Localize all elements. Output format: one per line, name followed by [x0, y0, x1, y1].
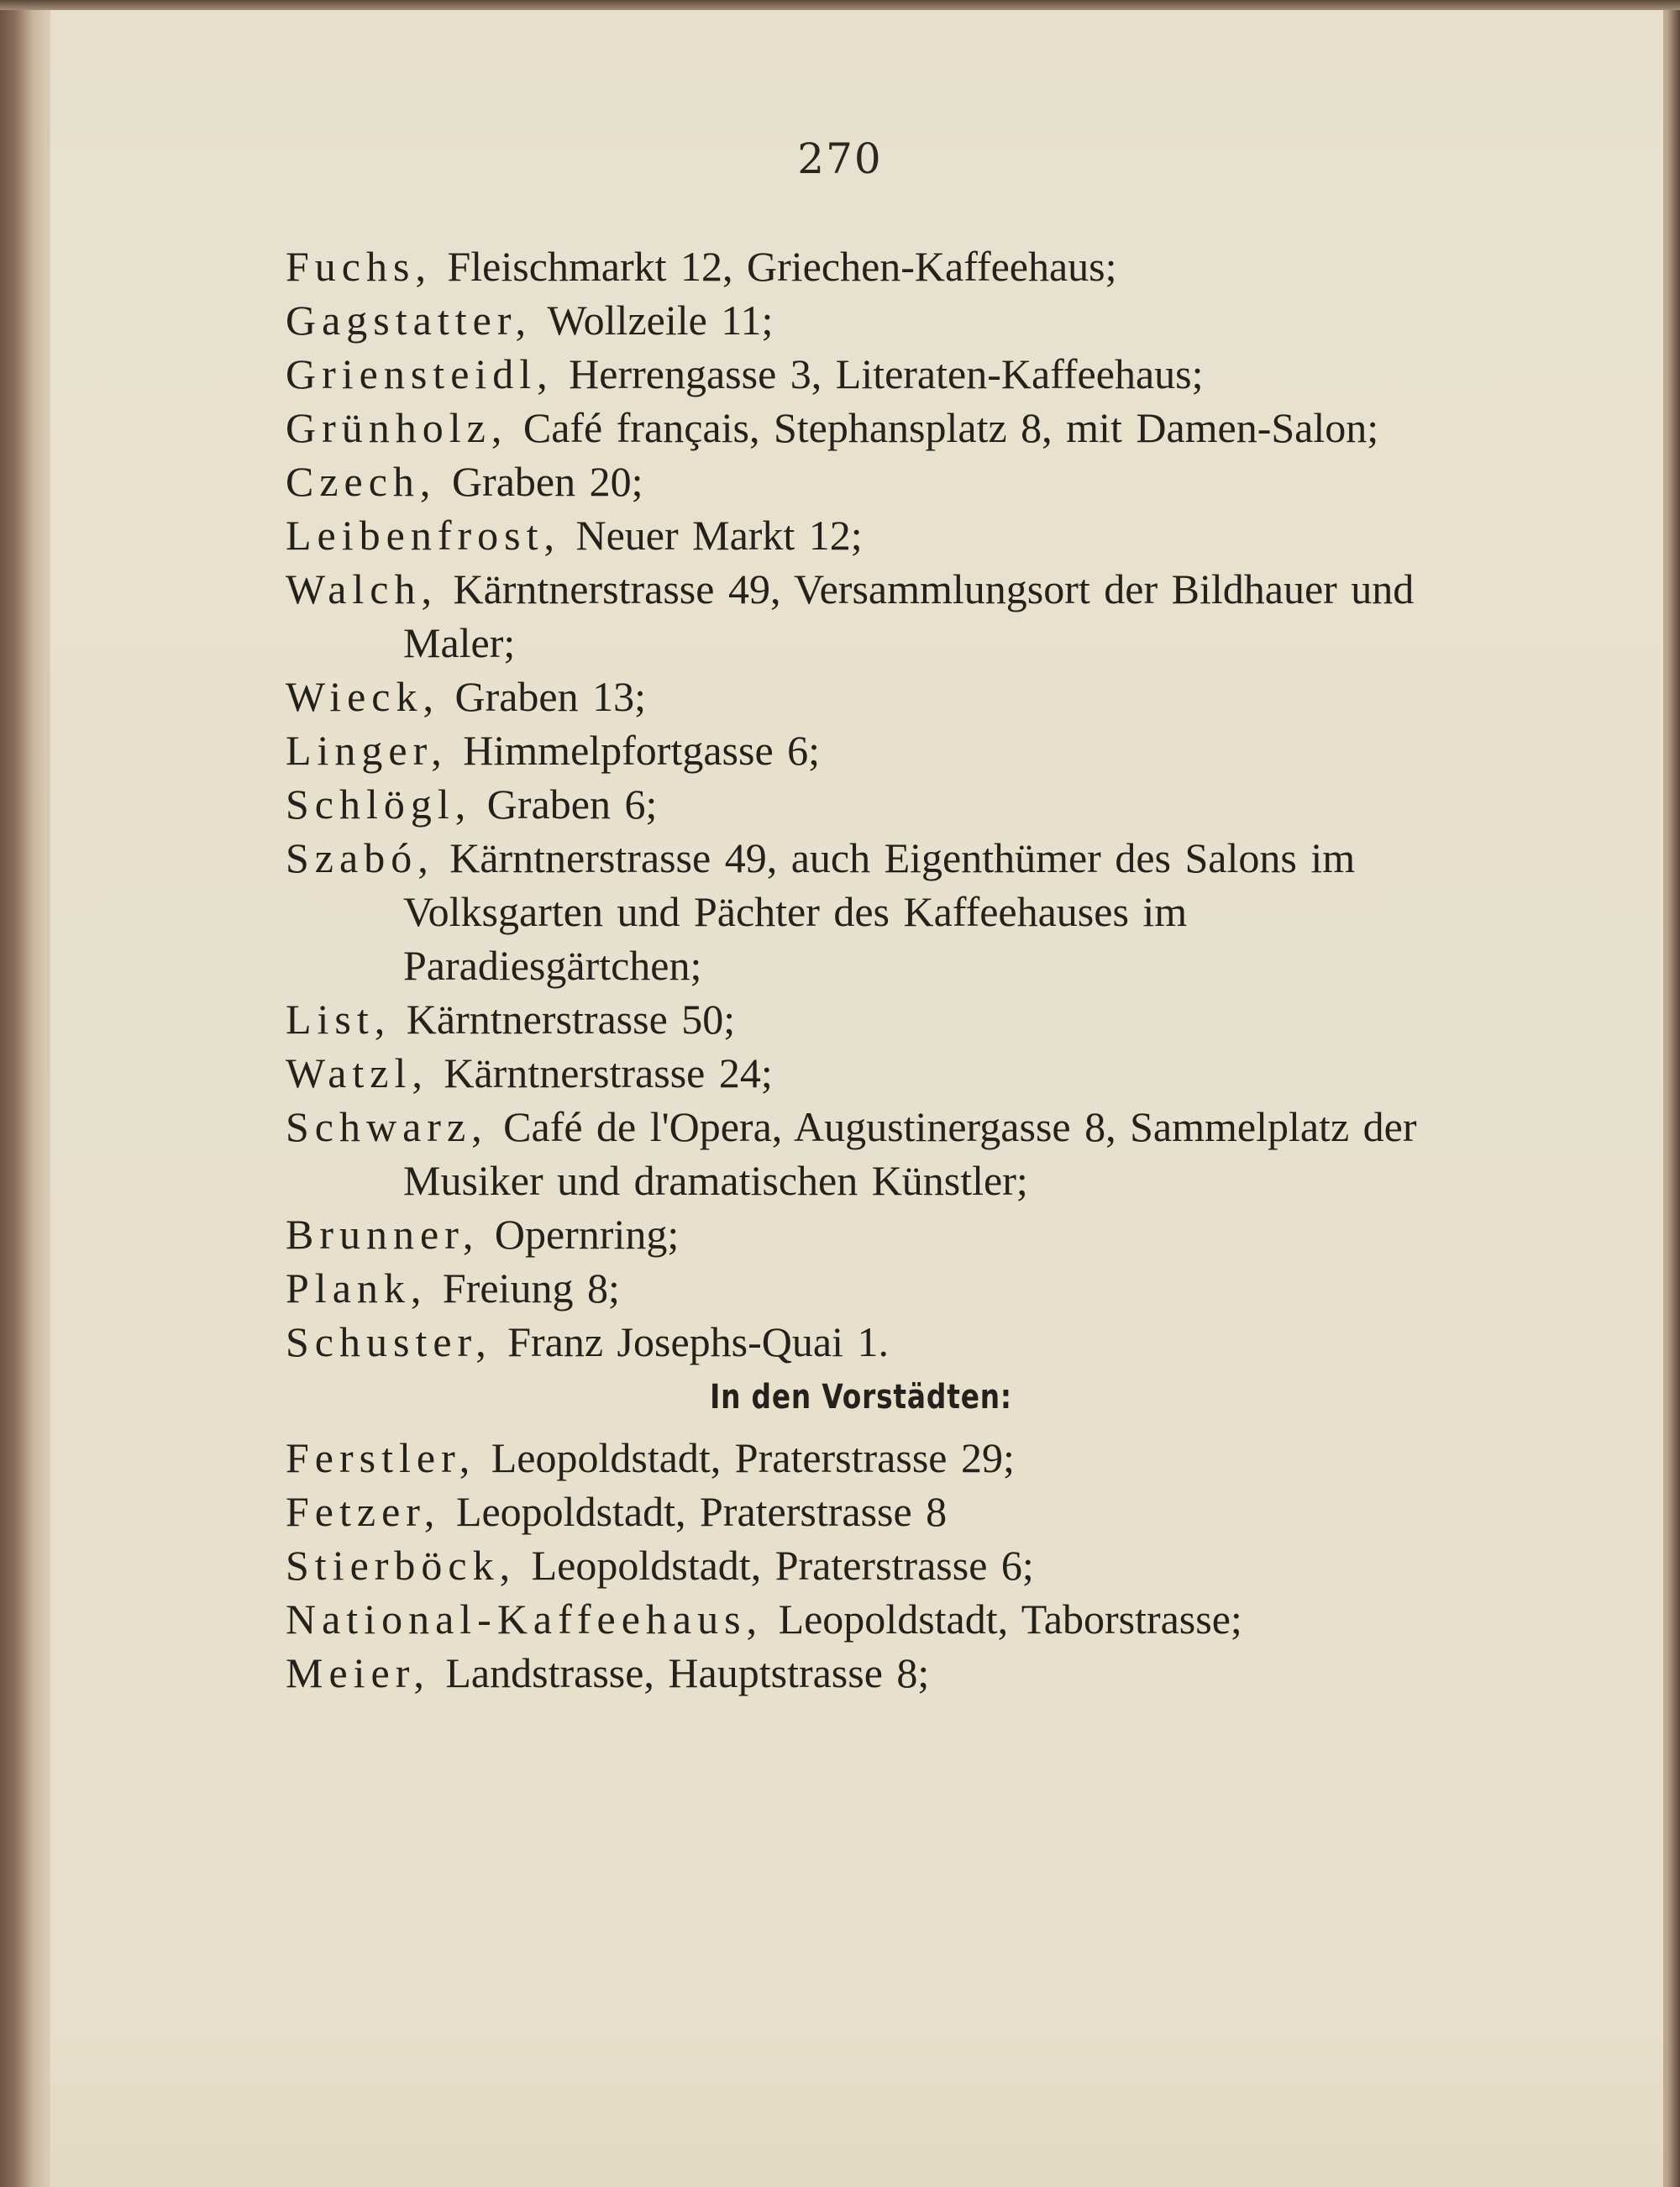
list-item	[286, 508, 1436, 562]
entry-name: Watzl,	[286, 1049, 428, 1096]
list-item	[286, 1538, 1436, 1592]
entry-address: Graben 20;	[451, 458, 643, 505]
page-number: 270	[797, 134, 883, 183]
entry-name: Brunner,	[286, 1211, 480, 1258]
entry-address: Herrengasse 3, Literaten-Kaffeehaus;	[569, 350, 1204, 397]
entry-address: Leopoldstadt, Taborstrasse;	[778, 1596, 1242, 1643]
entry-name: Schuster,	[286, 1318, 492, 1365]
list-item	[286, 1261, 1436, 1315]
list-item	[286, 1046, 1436, 1100]
list-item	[286, 239, 1436, 293]
entry-address: Freiung 8;	[442, 1264, 620, 1312]
entry-name: Stierböck,	[286, 1542, 517, 1589]
entry-address: Kärntnerstrasse 49, Versammlungsort der Bildhauer und Maler;	[403, 565, 1415, 666]
entry-name: Walch,	[286, 565, 438, 612]
entry-name: Schlögl,	[286, 781, 472, 828]
entry-name: Meier,	[286, 1649, 430, 1696]
entry-address: Franz Josephs-Quai 1.	[507, 1318, 889, 1365]
entry-name: Fuchs,	[286, 243, 432, 290]
entry-name: Szabó,	[286, 834, 434, 881]
entry-address: Wollzeile 11;	[547, 297, 774, 344]
entry-name: Fetzer,	[286, 1488, 441, 1535]
list-item	[286, 1100, 1436, 1207]
entry-address: Graben 6;	[486, 781, 658, 828]
section-heading: In den Vorstädten:	[710, 1378, 1012, 1417]
entry-address: Leopoldstadt, Praterstrasse 6;	[531, 1542, 1034, 1589]
book-top-edge	[0, 0, 1680, 10]
entry-name: Czech,	[286, 458, 437, 505]
entry-address: Himmelpfortgasse 6;	[463, 727, 821, 774]
list-item	[286, 1646, 1436, 1700]
entry-name: Schwarz,	[286, 1103, 488, 1150]
list-item	[286, 1315, 1436, 1369]
entry-address: Landstrasse, Hauptstrasse 8;	[445, 1649, 930, 1696]
list-item	[286, 777, 1436, 831]
entry-address: Graben 13;	[454, 673, 647, 720]
directory-text	[286, 239, 1436, 1700]
entry-name: Grünholz,	[286, 404, 508, 451]
list-item	[286, 455, 1436, 508]
list-item	[286, 992, 1436, 1046]
entry-address: Kärntnerstrasse 49, auch Eigenthümer des Salons im Volksgarten und Pächter des Kaffeehauses im Paradiesgärtchen;	[403, 834, 1356, 989]
entry-name: Ferstler,	[286, 1434, 476, 1481]
list-item	[286, 347, 1436, 401]
list-item	[286, 562, 1436, 670]
entry-address: Kärntnerstrasse 50;	[406, 996, 736, 1043]
list-item	[286, 723, 1436, 777]
entry-name: Gagstatter,	[286, 297, 532, 344]
entry-name: Wieck,	[286, 673, 439, 720]
entry-name: Griensteidl,	[286, 350, 554, 397]
entry-address: Neuer Markt 12;	[575, 512, 863, 559]
list-item	[286, 1485, 1436, 1538]
entry-address: Opernring;	[494, 1211, 680, 1258]
list-item	[286, 670, 1436, 723]
list-item	[286, 1592, 1436, 1646]
entry-address: Fleischmarkt 12, Griechen-Kaffeehaus;	[447, 243, 1117, 290]
entry-address: Café français, Stephansplatz 8, mit Damen-Salon;	[522, 404, 1379, 451]
entry-name: List,	[286, 996, 391, 1043]
entry-address: Café de l'Opera, Augustinergasse 8, Sammelplatz der Musiker und dramatischen Künstler;	[403, 1103, 1417, 1204]
entry-address: Kärntnerstrasse 24;	[444, 1049, 773, 1096]
list-item	[286, 831, 1436, 992]
entry-name: Plank,	[286, 1264, 428, 1312]
entry-address: Leopoldstadt, Praterstrasse 29;	[491, 1434, 1015, 1481]
list-item	[286, 401, 1436, 455]
list-item	[286, 293, 1436, 347]
entry-name: Linger,	[286, 727, 448, 774]
list-item	[286, 1207, 1436, 1261]
entry-address: Leopoldstadt, Praterstrasse 8	[455, 1488, 948, 1535]
list-item	[286, 1431, 1436, 1485]
entry-name: National-Kaffeehaus,	[286, 1596, 764, 1643]
entry-name: Leibenfrost,	[286, 512, 560, 559]
